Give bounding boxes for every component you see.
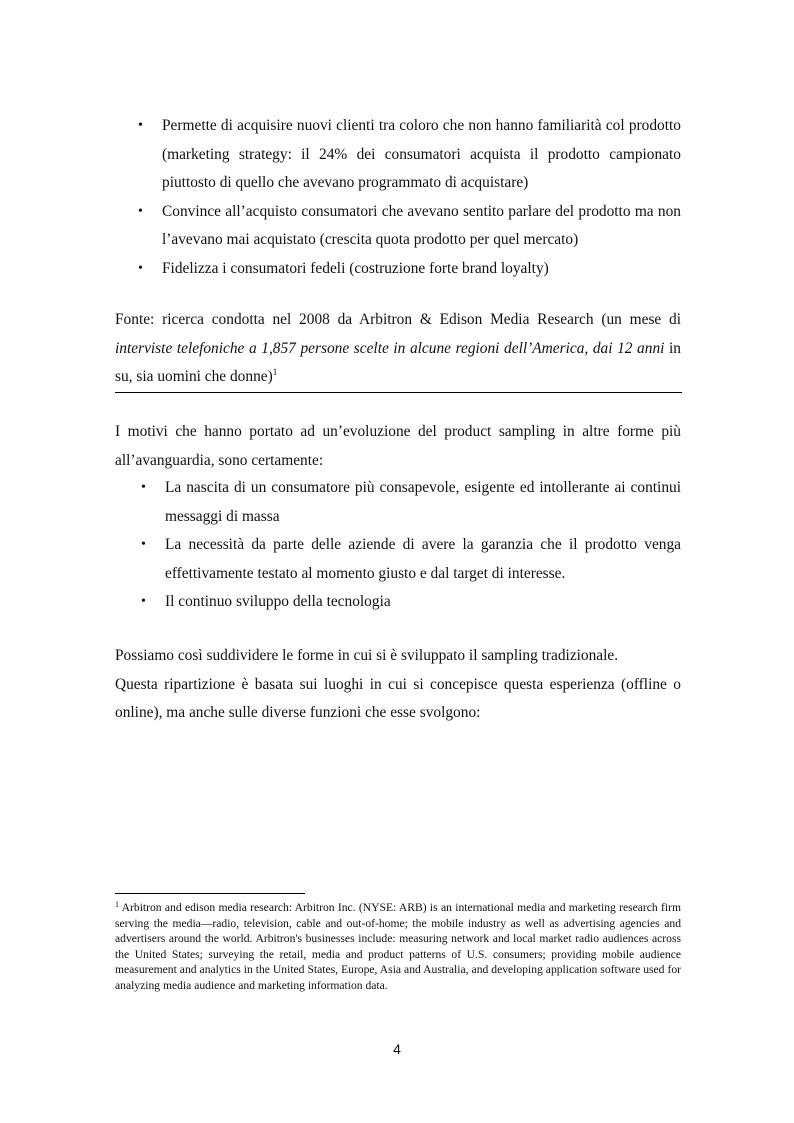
list-item-text: Il continuo sviluppo della tecnologia [165, 593, 391, 610]
closing-line-2: Questa ripartizione è basata sui luoghi in cui si concepisce questa esperienza (offline o online), ma anche sulle diverse funzioni che esse svolgono: [115, 675, 681, 721]
motivi-intro: I motivi che hanno portato ad un’evoluzione del product sampling in altre forme più all’avanguardia, sono certamente: [115, 423, 681, 469]
list-item-text: La nascita di un consumatore più consapevole, esigente ed intollerante ai continui messaggi di massa [165, 479, 681, 525]
bullet-icon: • [141, 594, 146, 609]
list-item [141, 531, 681, 588]
list-item [138, 198, 681, 255]
list-item [141, 588, 681, 617]
source-suffix: in su, sia uomini che donne) [115, 339, 681, 385]
list-item [138, 112, 681, 198]
list-item-text: La necessità da parte delle aziende di avere la garanzia che il prodotto venga effettivamente testato al momento giusto e dal target di interesse. [165, 536, 681, 582]
page-number: 4 [393, 1041, 401, 1057]
bullet-icon: • [138, 118, 143, 133]
list-item-text: Permette di acquisire nuovi clienti tra coloro che non hanno familiarità col prodotto (marketing strategy: il 24% dei consumatori acquista il prodotto campionato piuttosto di quello che avevano programmato di acquistare) [162, 117, 681, 191]
list-item-text: Convince all’acquisto consumatori che avevano sentito parlare del prodotto ma non l’avevano mai acquistato (crescita quota prodotto per quel mercato) [162, 202, 681, 248]
closing-line-1: Possiamo così suddividere le forme in cui si è sviluppato il sampling tradizionale. [115, 647, 619, 664]
source-prefix: Fonte: ricerca condotta nel 2008 da Arbitron & Edison Media Research (un mese di [115, 311, 681, 328]
list-item [138, 255, 681, 284]
bullet-icon: • [138, 203, 143, 219]
footnote-divider [115, 893, 305, 894]
source-italic: interviste telefoniche a 1,857 persone scelte in alcune regioni dell’America, dai 12 anni [115, 339, 665, 357]
closing-paragraph [115, 642, 681, 728]
bullet-icon: • [138, 260, 143, 276]
bullet-icon: • [141, 537, 146, 552]
section-divider [115, 392, 682, 393]
source-note [115, 306, 681, 392]
footnote-text: Arbitron and edison media research: Arbitron Inc. (NYSE: ARB) is an international media and marketing research firm serving the media—radio, television, cable and out-of-home; the mobile industry as well as advertising agencies and advertisers around the world. Arbitron's businesses include: measuring network and local market radio audiences across the United States; surveying the retail, media and product patterns of U.S. consumers; providing mobile audience measurement and analytics in the United States, Europe, Asia and Australia, and developing application software used for analyzing media audience and marketing information data. [115, 901, 681, 992]
benefits-list [138, 112, 681, 283]
motivi-list [141, 474, 681, 617]
footnote-number: 1 [115, 900, 119, 909]
footnote [115, 900, 681, 993]
footnote-reference: 1 [272, 367, 278, 377]
list-item [141, 474, 681, 531]
list-item-text: Fidelizza i consumatori fedeli (costruzione forte brand loyalty) [162, 259, 549, 277]
bullet-icon: • [141, 480, 146, 495]
